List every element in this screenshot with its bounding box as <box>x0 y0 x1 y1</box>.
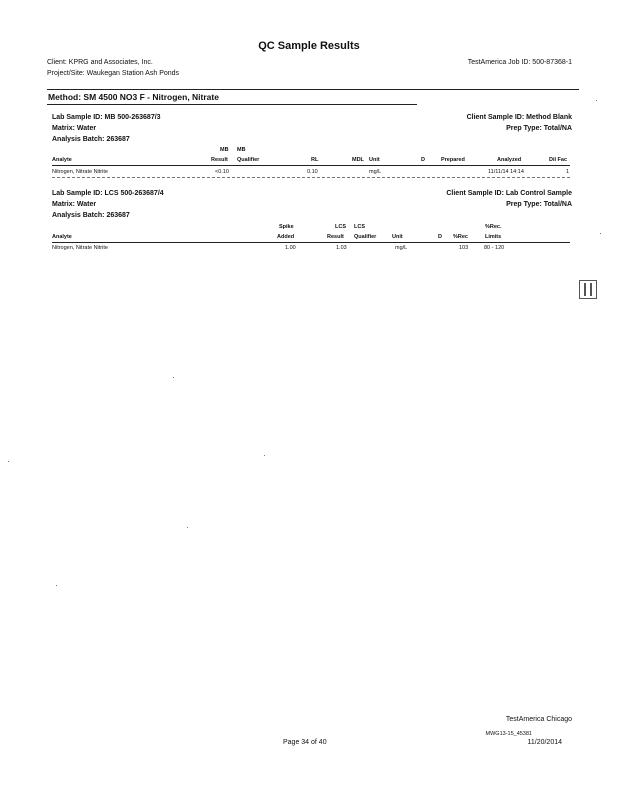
mb-col-dilfac: Dil Fac <box>549 157 568 163</box>
lcs-col-rec: %Rec <box>453 234 468 240</box>
lcs-col-spike2: Added <box>277 234 295 240</box>
mb-col-qualifier: Qualifier <box>237 157 260 163</box>
mb-row-dilfac: 1 <box>566 169 570 175</box>
mb-col-mb2: MB <box>237 147 246 153</box>
page-marker-icon <box>579 280 597 299</box>
lcs-col-lcs1: LCS <box>335 224 346 230</box>
client-line: Client: KPRG and Associates, Inc. <box>47 59 153 66</box>
lcs-col-lcs2: LCS <box>354 224 365 230</box>
mb-analysis-batch: Analysis Batch: 263687 <box>52 136 130 143</box>
scan-speck <box>264 455 265 456</box>
lcs-col-result: Result <box>327 234 344 240</box>
project-line: Project/Site: Waukegan Station Ash Ponds <box>47 70 180 77</box>
mb-row-rl: 0.10 <box>307 169 318 175</box>
scan-speck <box>8 461 9 462</box>
footer-doc-id: MWG13-15_45381 <box>485 731 532 737</box>
scan-speck <box>187 527 188 528</box>
mb-col-result: Result <box>211 157 228 163</box>
mb-col-d: D <box>421 157 425 163</box>
footer-date: 11/20/2014 <box>527 739 562 746</box>
method-rule <box>47 104 417 105</box>
mb-lab-sample-id: Lab Sample ID: MB 500-263687/3 <box>52 114 161 121</box>
lcs-client-sample-id: Client Sample ID: Lab Control Sample <box>446 190 572 197</box>
lcs-col-d: D <box>438 234 442 240</box>
mb-row-unit: mg/L <box>369 169 382 175</box>
lcs-col-rec-limits2: Limits <box>485 234 502 240</box>
lcs-row-rec: 103 <box>459 245 469 251</box>
lcs-row-limits: 80 - 120 <box>484 245 505 251</box>
header-rule <box>47 89 579 90</box>
mb-client-sample-id: Client Sample ID: Method Blank <box>466 114 572 121</box>
scan-speck <box>596 100 597 101</box>
mb-row-analyte: Nitrogen, Nitrate Nitrite <box>52 169 108 175</box>
mb-row-result: <0.10 <box>215 169 229 175</box>
lcs-col-rec-limits1: %Rec. <box>485 224 502 230</box>
job-id: TestAmerica Job ID: 500-87368-1 <box>467 59 572 66</box>
lcs-col-unit: Unit <box>392 234 403 240</box>
mb-col-rl: RL <box>311 157 319 163</box>
mb-col-mdl: MDL <box>352 157 364 163</box>
mb-col-analyte: Analyte <box>52 157 72 163</box>
lcs-lab-sample-id: Lab Sample ID: LCS 500-263687/4 <box>52 190 164 197</box>
scan-speck <box>600 233 601 234</box>
lcs-matrix: Matrix: Water <box>52 201 97 208</box>
method-title: Method: SM 4500 NO3 F - Nitrogen, Nitrate <box>48 92 219 102</box>
mb-prep-type: Prep Type: Total/NA <box>506 125 572 132</box>
footer-page-number: Page 34 of 40 <box>283 739 327 746</box>
lcs-row-unit: mg/L <box>395 245 408 251</box>
lcs-col-spike1: Spike <box>279 224 294 230</box>
mb-col-analyzed: Analyzed <box>497 157 522 163</box>
lcs-row-spike: 1.00 <box>285 245 296 251</box>
scan-speck <box>56 585 57 586</box>
lcs-col-qualifier: Qualifier <box>354 234 377 240</box>
lcs-analysis-batch: Analysis Batch: 263687 <box>52 212 130 219</box>
mb-row-analyzed: 11/11/14 14:14 <box>488 169 524 175</box>
lcs-row-result: 1.03 <box>336 245 347 251</box>
footer-lab: TestAmerica Chicago <box>505 716 572 723</box>
mb-col-mb1: MB <box>220 147 229 153</box>
lcs-header-rule <box>52 242 570 243</box>
mb-col-unit: Unit <box>369 157 380 163</box>
mb-matrix: Matrix: Water <box>52 125 97 132</box>
mb-header-rule <box>52 165 570 166</box>
lcs-col-analyte: Analyte <box>52 234 72 240</box>
scan-speck <box>173 377 174 378</box>
mb-row-rule <box>52 177 570 178</box>
lcs-row-analyte: Nitrogen, Nitrate Nitrite <box>52 245 108 251</box>
mb-col-prepared: Prepared <box>441 157 465 163</box>
lcs-prep-type: Prep Type: Total/NA <box>506 201 572 208</box>
report-title: QC Sample Results <box>258 40 360 52</box>
